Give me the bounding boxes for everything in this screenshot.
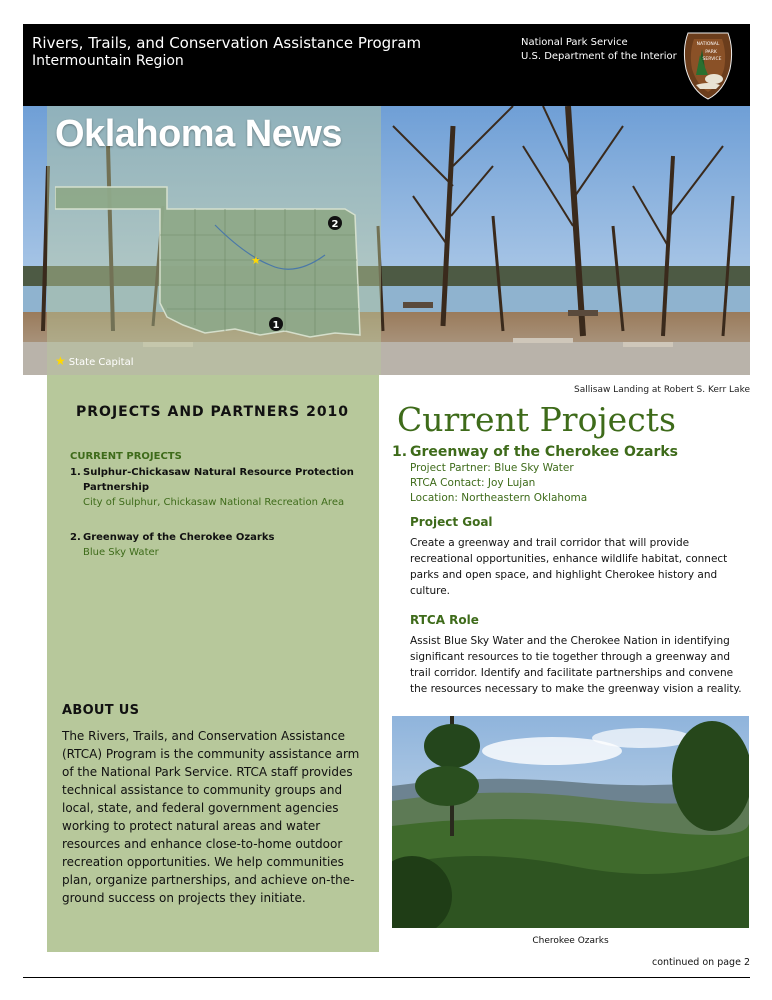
hero-caption: Sallisaw Landing at Robert S. Kerr Lake bbox=[574, 385, 750, 395]
map-legend bbox=[55, 354, 133, 368]
current-projects-label: CURRENT PROJECTS bbox=[70, 451, 182, 462]
sidebar-title: PROJECTS AND PARTNERS 2010 bbox=[76, 404, 350, 420]
goal-heading: Project Goal bbox=[410, 515, 493, 529]
project-contact: RTCA Contact: Joy Lujan bbox=[410, 477, 536, 489]
project-title: Greenway of the Cherokee Ozarks bbox=[83, 532, 275, 543]
continued-note: continued on page 2 bbox=[651, 957, 750, 968]
cherokee-ozarks-photo bbox=[392, 716, 749, 928]
about-text: The Rivers, Trails, and Conservation Assistance (RTCA) Program is the community assistance arm of the National Park Service. RTCA staff provides technical assistance to community groups and local, state, and federal government agencies working to protect natural areas and water resources and enhance close-to-home outdoor recreation opportunities. We help communities plan, organize partnerships, and achieve on-the-ground success on projects they initiate. bbox=[62, 729, 360, 905]
project-list-item bbox=[70, 530, 355, 560]
nps-arrowhead-icon bbox=[680, 29, 736, 101]
program-region: Intermountain Region bbox=[32, 53, 184, 69]
legend-label: State Capital bbox=[68, 357, 134, 368]
agency-name: National Park Service bbox=[521, 37, 628, 48]
svg-text:PARK: PARK bbox=[705, 50, 717, 55]
goal-text: Create a greenway and trail corridor that will provide recreational opportunities, enhance wildlife habitat, connect parks and open space, and highlight Cherokee history and culture. bbox=[410, 537, 728, 597]
project-partner: Project Partner: Blue Sky Water bbox=[410, 462, 574, 474]
project-number: 2. bbox=[70, 532, 81, 543]
current-projects-heading: Current Projects bbox=[397, 400, 676, 439]
project-partner: Blue Sky Water bbox=[83, 547, 159, 558]
ozarks-caption: Cherokee Ozarks bbox=[532, 936, 609, 946]
map-marker-2: 2 bbox=[331, 219, 339, 230]
oklahoma-relief-map bbox=[55, 185, 365, 345]
star-icon: ★ bbox=[55, 354, 66, 368]
svg-text:NATIONAL: NATIONAL bbox=[696, 42, 720, 47]
about-heading: ABOUT US bbox=[62, 703, 140, 718]
project-list-item bbox=[70, 465, 355, 510]
project-partner: City of Sulphur, Chickasaw National Recreation Area bbox=[83, 497, 345, 508]
role-heading: RTCA Role bbox=[410, 613, 479, 627]
project-title: Greenway of the Cherokee Ozarks bbox=[410, 444, 679, 460]
project-location: Location: Northeastern Oklahoma bbox=[410, 492, 588, 504]
program-name: Rivers, Trails, and Conservation Assistance Program bbox=[32, 34, 422, 52]
project-number: 1. bbox=[70, 467, 81, 478]
map-marker-1: 1 bbox=[272, 320, 280, 331]
agency-department: U.S. Department of the Interior bbox=[521, 51, 677, 62]
svg-text:SERVICE: SERVICE bbox=[702, 57, 722, 62]
project-title: Sulphur-Chickasaw Natural Resource Protection Partnership bbox=[83, 467, 354, 493]
state-capital-star-icon: ★ bbox=[251, 254, 261, 267]
project-number: 1. bbox=[392, 444, 408, 460]
footer-rule bbox=[23, 977, 750, 978]
role-text: Assist Blue Sky Water and the Cherokee Nation in identifying significant resources to tie together through a greenway and trail corridor. Identify and facilitate partnerships and convene the resources necessary to make the greenway vision a reality. bbox=[410, 635, 742, 695]
newsletter-title: Oklahoma News bbox=[55, 113, 343, 155]
